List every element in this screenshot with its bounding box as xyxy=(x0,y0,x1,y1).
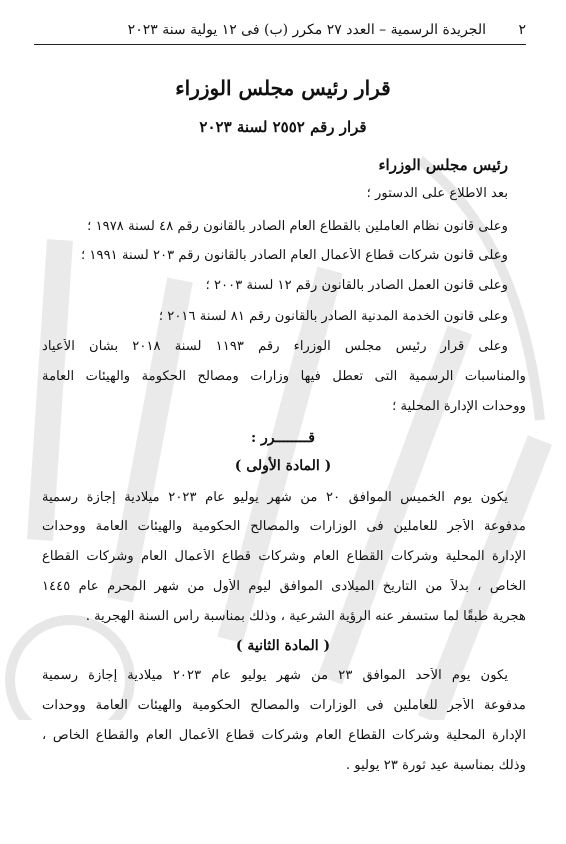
preamble-line: وعلى قرار رئيس مجلس الوزراء رقم ١١٩٣ لسنة ٢٠١٨ بشأن الأعياد xyxy=(42,339,508,354)
preamble-line: ووحدات الإدارة المحلية ؛ xyxy=(392,399,526,414)
preamble-line: وعلى قانون الخدمة المدنية الصادر بالقانون رقم ٨١ لسنة ٢٠١٦ ؛ xyxy=(158,309,508,324)
preamble-line: وعلى قانون نظام العاملين بالقطاع العام الصادر بالقانون رقم ٤٨ لسنة ١٩٧٨ ؛ xyxy=(87,219,508,234)
article-1-line: هجرية طبقًا لما ستسفر عنه الرؤية الشرعية ، وذلك بمناسبة رأس السنة الهجرية . xyxy=(85,609,526,624)
decree-number: قرار رقم ٢٥٥٢ لسنة ٢٠٢٣ xyxy=(199,118,367,136)
decree-title: قرار رئيس مجلس الوزراء xyxy=(175,76,391,100)
article-2-line: مدفوعة الأجر للعاملين فى الوزارات والمصالح الحكومية والهيئات العامة ووحدات xyxy=(42,698,526,713)
article-1-line: الإدارة المحلية وشركات القطاع العام وشركات قطاع الأعمال العام وشركات القطاع xyxy=(42,549,526,564)
article-1-line: مدفوعة الأجر للعاملين فى الوزارات والمصالح الحكومية والهيئات العامة ووحدات xyxy=(42,519,526,534)
page-number: ٢ xyxy=(518,22,526,38)
decides-heading: قــــــــرر : xyxy=(250,430,316,446)
article-2-heading: ( المادة الثانية ) xyxy=(235,638,331,654)
issuer-heading: رئيس مجلس الوزراء xyxy=(378,156,508,174)
article-1-line: يكون يوم الخميس الموافق ٢٠ من شهر يوليو عام ٢٠٢٣ ميلادية إجازة رسمية xyxy=(42,490,508,505)
article-1-heading: ( المادة الأولى ) xyxy=(234,458,332,474)
preamble-line: وعلى قانون شركات قطاع الأعمال العام الصادر بالقانون رقم ٢٠٣ لسنة ١٩٩١ ؛ xyxy=(81,248,508,263)
article-2-line: الإدارة المحلية وشركات القطاع العام وشركات قطاع الأعمال العام والقطاع الخاص ، xyxy=(42,728,526,743)
article-2-line: يكون يوم الأحد الموافق ٢٣ من شهر يوليو عام ٢٠٢٣ ميلادية إجازة رسمية xyxy=(42,668,508,683)
article-1-line: الخاص ، بدلاً من التاريخ الميلادى الموافق ليوم الأول من شهر المحرم عام ١٤٤٥ xyxy=(42,579,526,594)
running-title: الجريدة الرسمية – العدد ٢٧ مكرر (ب) فى ١٢ يولية سنة ٢٠٢٣ xyxy=(127,22,486,38)
article-2-line: وذلك بمناسبة عيد ثورة ٢٣ يوليو . xyxy=(345,758,526,773)
preamble-line: وعلى قانون العمل الصادر بالقانون رقم ١٢ لسنة ٢٠٠٣ ؛ xyxy=(205,278,508,293)
page-header xyxy=(34,20,526,45)
watermark-seal xyxy=(0,120,566,720)
preamble-line: بعد الاطلاع على الدستور ؛ xyxy=(366,186,508,201)
preamble-line: والمناسبات الرسمية التى تعطل فيها وزارات ومصالح الحكومة والهيئات العامة xyxy=(42,369,526,384)
